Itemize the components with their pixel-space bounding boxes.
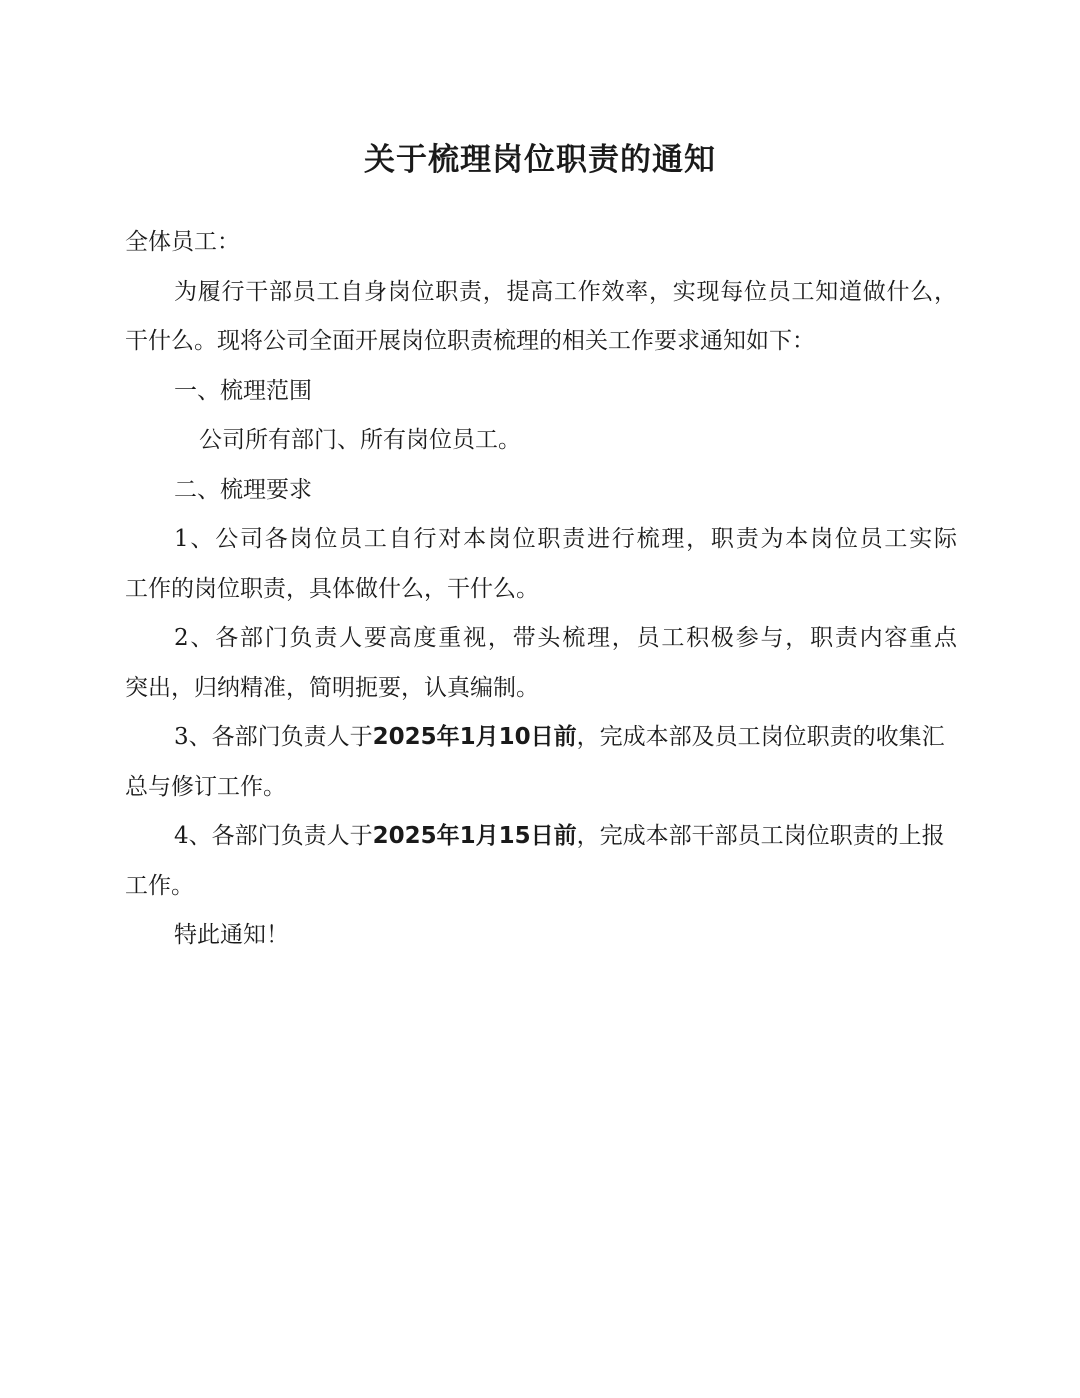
requirement-4-suffix: ，完成本部干部员工岗位职责的上报: [576, 823, 945, 849]
requirement-4-deadline: 2025年1月15日前: [372, 823, 577, 849]
intro-line-1: 为履行干部员工自身岗位职责，提高工作效率，实现每位员工知道做什么，: [174, 278, 957, 305]
requirement-1-line-2: 工作的岗位职责，具体做什么，干什么。: [125, 575, 539, 602]
closing-remark: 特此通知！: [174, 922, 289, 948]
section-1-heading: 一、梳理范围: [174, 377, 312, 404]
requirement-2-line-1: 2、各部门负责人要高度重视，带头梳理，员工积极参与，职责内容重点: [174, 625, 957, 651]
section-2-heading: 二、梳理要求: [174, 476, 312, 503]
requirement-3-deadline: 2025年1月10日前: [372, 724, 577, 750]
requirement-3-line-1: [125, 713, 957, 763]
notice-body: [125, 218, 957, 961]
notice-title: 关于梳理岗位职责的通知: [364, 142, 716, 178]
requirement-3-line-2: 总与修订工作。: [125, 773, 286, 800]
requirement-4-line-1: [125, 812, 957, 862]
requirement-1-line-1: 1、公司各岗位员工自行对本岗位职责进行梳理，职责为本岗位员工实际: [174, 526, 957, 552]
requirement-4-line-2: 工作。: [125, 872, 194, 899]
section-1-content: 公司所有部门、所有岗位员工。: [199, 427, 521, 453]
intro-line-2: 干什么。现将公司全面开展岗位职责梳理的相关工作要求通知如下：: [125, 328, 815, 354]
requirement-3-prefix: 3、各部门负责人于: [174, 724, 373, 750]
salutation: 全体员工：: [125, 229, 240, 255]
requirement-3-suffix: ，完成本部及员工岗位职责的收集汇: [576, 724, 945, 750]
requirement-4-prefix: 4、各部门负责人于: [174, 823, 373, 849]
requirement-2-line-2: 突出，归纳精准，简明扼要，认真编制。: [125, 674, 539, 701]
